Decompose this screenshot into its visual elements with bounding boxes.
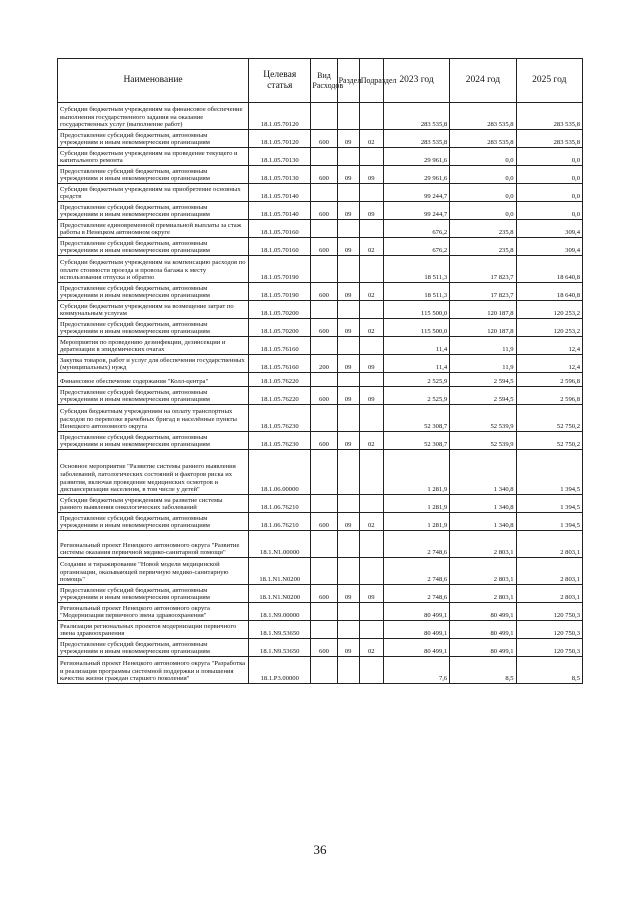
cell-name: Субсидии бюджетным учреждениям на возмещение затрат по коммунальным услугам: [58, 301, 249, 319]
cell-subsection: 02: [359, 283, 383, 301]
table-row: [58, 355, 583, 373]
cell-2023: 676,2: [383, 238, 449, 256]
cell-2024: 283 535,8: [450, 103, 516, 130]
cell-target: 18.1.05.70130: [249, 166, 311, 184]
cell-expense-type: [311, 373, 337, 387]
cell-target: 18.1.06.76210: [249, 495, 311, 513]
cell-2024: 235,8: [450, 238, 516, 256]
cell-2023: 2 525,9: [383, 373, 449, 387]
cell-2024: 2 803,1: [450, 585, 516, 603]
cell-2025: 0,0: [516, 148, 582, 166]
header-name: Наименование: [58, 59, 249, 103]
cell-2025: 120 750,3: [516, 603, 582, 621]
cell-2025: 8,5: [516, 657, 582, 684]
cell-expense-type: 600: [311, 238, 337, 256]
cell-2024: 1 340,8: [450, 495, 516, 513]
cell-name: Предоставление единовременной премиальной выплаты за стаж работы в Ненецком автономном округе: [58, 220, 249, 238]
cell-subsection: 09: [359, 202, 383, 220]
cell-target: 18.1.05.70160: [249, 238, 311, 256]
cell-name: Предоставление субсидий бюджетным, автономным учреждениям и иным некоммерческим организациям: [58, 130, 249, 148]
cell-section: 09: [337, 387, 359, 405]
cell-2023: 52 308,7: [383, 405, 449, 432]
cell-name: Предоставление субсидий бюджетным, автономным учреждениям и иным некоммерческим организациям: [58, 639, 249, 657]
cell-name: Мероприятия по проведению дезинфекции, дезинсекции и дератизации в эпидемических очагах: [58, 337, 249, 355]
table-row: [58, 220, 583, 238]
cell-target: 18.1.05.70200: [249, 319, 311, 337]
cell-2025: 0,0: [516, 184, 582, 202]
cell-subsection: [359, 450, 383, 495]
cell-2025: 120 750,3: [516, 621, 582, 639]
cell-2024: 11,9: [450, 355, 516, 373]
cell-section: [337, 373, 359, 387]
cell-expense-type: [311, 301, 337, 319]
cell-target: 18.1.N9.53650: [249, 639, 311, 657]
cell-name: Субсидии бюджетным учреждениям на приобретение основных средств: [58, 184, 249, 202]
cell-section: [337, 558, 359, 585]
cell-2023: 2 748,6: [383, 558, 449, 585]
cell-name: Региональный проект Ненецкого автономного округа "Разработка и реализация программы системной поддержки и повышения качества жизни граждан старшего поколения": [58, 657, 249, 684]
cell-2025: 12,4: [516, 337, 582, 355]
cell-subsection: 02: [359, 319, 383, 337]
cell-subsection: 09: [359, 355, 383, 373]
header-2025: 2025 год: [516, 59, 582, 103]
cell-target: 18.1.05.70190: [249, 256, 311, 283]
cell-target: 18.1.06.76210: [249, 513, 311, 531]
cell-target: 18.1.05.70120: [249, 103, 311, 130]
cell-2023: 11,4: [383, 337, 449, 355]
cell-name: Предоставление субсидий бюджетным, автономным учреждениям и иным некоммерческим организациям: [58, 387, 249, 405]
cell-2025: 18 640,8: [516, 256, 582, 283]
header-2023: 2023 год: [383, 59, 449, 103]
cell-name: Субсидии бюджетным учреждениям на компенсацию расходов по оплате стоимости проезда и провоза багажа к месту использования отпуска и обратно: [58, 256, 249, 283]
cell-target: 18.1.05.76160: [249, 337, 311, 355]
cell-2025: 120 750,3: [516, 639, 582, 657]
cell-target: 18.1.05.70160: [249, 220, 311, 238]
cell-name: Предоставление субсидий бюджетным, автономным учреждениям и иным некоммерческим организациям: [58, 166, 249, 184]
cell-2023: 80 499,1: [383, 621, 449, 639]
cell-target: 18.1.06.00000: [249, 450, 311, 495]
cell-expense-type: 600: [311, 513, 337, 531]
table-row: [58, 531, 583, 558]
cell-subsection: [359, 621, 383, 639]
cell-subsection: 02: [359, 238, 383, 256]
cell-target: 18.1.05.70140: [249, 184, 311, 202]
table-row: [58, 148, 583, 166]
cell-2023: 2 525,9: [383, 387, 449, 405]
cell-2024: 52 539,9: [450, 405, 516, 432]
cell-expense-type: [311, 531, 337, 558]
cell-name: Создание и тиражирование "Новой модели медицинской организации, оказывающей первичную медико-санитарную помощь": [58, 558, 249, 585]
table-row: [58, 166, 583, 184]
cell-2024: 283 535,8: [450, 130, 516, 148]
cell-name: Предоставление субсидий бюджетным, автономным учреждениям и иным некоммерческим организациям: [58, 238, 249, 256]
cell-2025: 120 253,2: [516, 301, 582, 319]
cell-2023: 18 511,3: [383, 283, 449, 301]
cell-section: 09: [337, 283, 359, 301]
cell-2025: 0,0: [516, 166, 582, 184]
cell-name: Региональный проект Ненецкого автономного округа "Модернизация первичного звена здравоохранения": [58, 603, 249, 621]
cell-target: 18.1.N1.00000: [249, 531, 311, 558]
cell-2025: 2 803,1: [516, 558, 582, 585]
cell-2025: 18 640,8: [516, 283, 582, 301]
cell-2023: 1 281,9: [383, 495, 449, 513]
cell-2023: 1 281,9: [383, 450, 449, 495]
cell-section: 09: [337, 319, 359, 337]
cell-2024: 2 594,5: [450, 387, 516, 405]
cell-2025: 0,0: [516, 202, 582, 220]
cell-2024: 80 499,1: [450, 621, 516, 639]
cell-subsection: [359, 184, 383, 202]
cell-expense-type: [311, 148, 337, 166]
table-row: [58, 657, 583, 684]
cell-name: Субсидии бюджетным учреждениям на проведение текущего и капитального ремонта: [58, 148, 249, 166]
cell-subsection: 09: [359, 387, 383, 405]
header-2024: 2024 год: [450, 59, 516, 103]
cell-subsection: 02: [359, 513, 383, 531]
cell-section: [337, 220, 359, 238]
table-row: [58, 639, 583, 657]
cell-expense-type: [311, 558, 337, 585]
cell-2024: 11,9: [450, 337, 516, 355]
cell-2023: 29 961,6: [383, 166, 449, 184]
cell-target: 18.1.05.76220: [249, 373, 311, 387]
cell-section: 09: [337, 355, 359, 373]
cell-expense-type: 600: [311, 166, 337, 184]
cell-subsection: [359, 657, 383, 684]
cell-section: 09: [337, 166, 359, 184]
cell-2025: 52 750,2: [516, 405, 582, 432]
cell-expense-type: [311, 450, 337, 495]
cell-2024: 0,0: [450, 148, 516, 166]
cell-name: Предоставление субсидий бюджетным, автономным учреждениям и иным некоммерческим организациям: [58, 319, 249, 337]
table-row: [58, 373, 583, 387]
cell-expense-type: 600: [311, 432, 337, 450]
cell-section: 09: [337, 432, 359, 450]
cell-section: [337, 531, 359, 558]
header-expense-type: Вид Расходов: [311, 59, 337, 103]
header-subsection: Подраздел: [359, 59, 383, 103]
table-row: [58, 202, 583, 220]
cell-2024: 1 340,8: [450, 513, 516, 531]
cell-2025: 12,4: [516, 355, 582, 373]
table-row: [58, 130, 583, 148]
cell-target: 18.1.05.70200: [249, 301, 311, 319]
cell-target: 18.1.P3.00000: [249, 657, 311, 684]
cell-target: 18.1.05.70190: [249, 283, 311, 301]
header-target: Целевая статья: [249, 59, 311, 103]
table-row: [58, 432, 583, 450]
cell-expense-type: 600: [311, 283, 337, 301]
cell-section: [337, 301, 359, 319]
cell-2024: 80 499,1: [450, 639, 516, 657]
cell-subsection: [359, 220, 383, 238]
cell-expense-type: [311, 657, 337, 684]
cell-2023: 283 535,8: [383, 103, 449, 130]
table-row: [58, 450, 583, 495]
cell-target: 18.1.05.76220: [249, 387, 311, 405]
cell-2025: 120 253,2: [516, 319, 582, 337]
table-row: [58, 558, 583, 585]
table-row: [58, 283, 583, 301]
table-row: [58, 319, 583, 337]
cell-expense-type: 600: [311, 130, 337, 148]
cell-section: [337, 621, 359, 639]
cell-name: Региональный проект Ненецкого автономного округа "Развитие системы оказания первичной медико-санитарной помощи": [58, 531, 249, 558]
cell-name: Предоставление субсидий бюджетным, автономным учреждениям и иным некоммерческим организациям: [58, 283, 249, 301]
table-row: [58, 301, 583, 319]
cell-subsection: 09: [359, 166, 383, 184]
cell-subsection: [359, 373, 383, 387]
cell-subsection: [359, 405, 383, 432]
cell-target: 18.1.N1.N0200: [249, 585, 311, 603]
cell-2025: 2 596,8: [516, 373, 582, 387]
cell-subsection: 02: [359, 432, 383, 450]
cell-subsection: [359, 558, 383, 585]
cell-2024: 2 594,5: [450, 373, 516, 387]
cell-section: [337, 148, 359, 166]
cell-2024: 80 499,1: [450, 603, 516, 621]
cell-subsection: [359, 531, 383, 558]
cell-section: 09: [337, 238, 359, 256]
cell-2024: 17 823,7: [450, 256, 516, 283]
cell-name: Финансовое обеспечение содержания "Колл-центра": [58, 373, 249, 387]
cell-target: 18.1.05.70140: [249, 202, 311, 220]
cell-subsection: 02: [359, 130, 383, 148]
cell-2023: 1 281,9: [383, 513, 449, 531]
table-row: [58, 603, 583, 621]
cell-section: [337, 256, 359, 283]
cell-section: [337, 495, 359, 513]
cell-name: Субсидии бюджетным учреждениям на финансовое обеспечение выполнения государственного задания на оказание государственных услуг (выполнение работ): [58, 103, 249, 130]
cell-target: 18.1.05.76230: [249, 405, 311, 432]
cell-expense-type: [311, 184, 337, 202]
cell-2024: 120 187,8: [450, 301, 516, 319]
cell-2024: 0,0: [450, 202, 516, 220]
cell-2025: 2 596,8: [516, 387, 582, 405]
table-row: [58, 621, 583, 639]
cell-2024: 52 539,9: [450, 432, 516, 450]
cell-target: 18.1.N9.00000: [249, 603, 311, 621]
cell-2023: 99 244,7: [383, 184, 449, 202]
cell-2025: 1 394,5: [516, 513, 582, 531]
cell-2024: 1 340,8: [450, 450, 516, 495]
cell-target: 18.1.N9.53650: [249, 621, 311, 639]
cell-section: [337, 103, 359, 130]
cell-2024: 2 803,1: [450, 531, 516, 558]
cell-section: 09: [337, 513, 359, 531]
cell-2023: 2 748,6: [383, 531, 449, 558]
cell-expense-type: 200: [311, 355, 337, 373]
cell-2023: 80 499,1: [383, 639, 449, 657]
cell-2024: 235,8: [450, 220, 516, 238]
table-row: [58, 337, 583, 355]
cell-section: 09: [337, 639, 359, 657]
cell-expense-type: [311, 256, 337, 283]
cell-subsection: 02: [359, 639, 383, 657]
cell-name: Закупка товаров, работ и услуг для обеспечения государственных (муниципальных) нужд: [58, 355, 249, 373]
cell-2023: 11,4: [383, 355, 449, 373]
cell-section: [337, 450, 359, 495]
cell-expense-type: [311, 621, 337, 639]
cell-2023: 29 961,6: [383, 148, 449, 166]
cell-name: Предоставление субсидий бюджетным, автономным учреждениям и иным некоммерческим организациям: [58, 432, 249, 450]
table-row: [58, 405, 583, 432]
cell-section: [337, 405, 359, 432]
cell-target: 18.1.05.76230: [249, 432, 311, 450]
cell-name: Субсидия бюджетным учреждениям на оплату транспортных расходов по перевозке врачебных бригад в населённые пункты Ненецкого автономного округа: [58, 405, 249, 432]
cell-target: 18.1.05.70120: [249, 130, 311, 148]
page-number: 36: [313, 842, 327, 857]
table-row: [58, 387, 583, 405]
cell-2024: 0,0: [450, 166, 516, 184]
cell-2023: 7,6: [383, 657, 449, 684]
cell-2023: 115 500,0: [383, 301, 449, 319]
cell-expense-type: [311, 103, 337, 130]
table-row: [58, 238, 583, 256]
table-row: [58, 513, 583, 531]
cell-section: 09: [337, 585, 359, 603]
cell-2025: 283 535,8: [516, 130, 582, 148]
table-header-row: [58, 59, 583, 103]
cell-2024: 8,5: [450, 657, 516, 684]
cell-expense-type: 600: [311, 585, 337, 603]
cell-expense-type: 600: [311, 639, 337, 657]
cell-subsection: [359, 603, 383, 621]
cell-2023: 52 308,7: [383, 432, 449, 450]
cell-name: Основное мероприятие "Развитие системы раннего выявления заболеваний, патологических состояний и факторов риска их развития, включая проведение медицинских осмотров и диспансеризации населения, в том числе у детей": [58, 450, 249, 495]
cell-2025: 2 803,1: [516, 585, 582, 603]
cell-2023: 2 748,6: [383, 585, 449, 603]
cell-section: [337, 184, 359, 202]
cell-2024: 120 187,8: [450, 319, 516, 337]
cell-subsection: [359, 337, 383, 355]
cell-name: Реализация региональных проектов модернизации первичного звена здравоохранения: [58, 621, 249, 639]
cell-2023: 676,2: [383, 220, 449, 238]
cell-subsection: [359, 495, 383, 513]
cell-name: Предоставление субсидий бюджетным, автономным учреждениям и иным некоммерческим организациям: [58, 585, 249, 603]
cell-subsection: [359, 103, 383, 130]
cell-subsection: [359, 256, 383, 283]
cell-section: 09: [337, 130, 359, 148]
cell-2025: 309,4: [516, 220, 582, 238]
cell-name: Предоставление субсидий бюджетным, автономным учреждениям и иным некоммерческим организациям: [58, 513, 249, 531]
cell-target: 18.1.N1.N0200: [249, 558, 311, 585]
cell-2023: 18 511,3: [383, 256, 449, 283]
cell-subsection: [359, 148, 383, 166]
cell-expense-type: 600: [311, 387, 337, 405]
cell-2023: 80 499,1: [383, 603, 449, 621]
header-section: Раздел: [337, 59, 359, 103]
cell-section: [337, 603, 359, 621]
cell-section: [337, 657, 359, 684]
cell-section: 09: [337, 202, 359, 220]
cell-2025: 2 803,1: [516, 531, 582, 558]
table-row: [58, 256, 583, 283]
cell-subsection: 09: [359, 585, 383, 603]
budget-table: [57, 58, 583, 684]
cell-2024: 0,0: [450, 184, 516, 202]
cell-2025: 1 394,5: [516, 495, 582, 513]
cell-2025: 283 535,8: [516, 103, 582, 130]
cell-2025: 1 394,5: [516, 450, 582, 495]
table-row: [58, 103, 583, 130]
table-row: [58, 495, 583, 513]
cell-2023: 115 500,0: [383, 319, 449, 337]
cell-2024: 17 823,7: [450, 283, 516, 301]
cell-expense-type: [311, 405, 337, 432]
cell-expense-type: [311, 603, 337, 621]
cell-target: 18.1.05.70130: [249, 148, 311, 166]
cell-target: 18.1.05.76160: [249, 355, 311, 373]
cell-expense-type: [311, 495, 337, 513]
cell-name: Субсидии бюджетным учреждениям на развитие системы раннего выявления онкологических заболеваний: [58, 495, 249, 513]
cell-2023: 283 535,8: [383, 130, 449, 148]
cell-section: [337, 337, 359, 355]
cell-2024: 2 803,1: [450, 558, 516, 585]
cell-2023: 99 244,7: [383, 202, 449, 220]
cell-2025: 52 750,2: [516, 432, 582, 450]
cell-2025: 309,4: [516, 238, 582, 256]
cell-subsection: [359, 301, 383, 319]
table-row: [58, 585, 583, 603]
cell-expense-type: 600: [311, 319, 337, 337]
cell-name: Предоставление субсидий бюджетным, автономным учреждениям и иным некоммерческим организациям: [58, 202, 249, 220]
cell-expense-type: [311, 337, 337, 355]
cell-expense-type: 600: [311, 202, 337, 220]
table-row: [58, 184, 583, 202]
cell-expense-type: [311, 220, 337, 238]
